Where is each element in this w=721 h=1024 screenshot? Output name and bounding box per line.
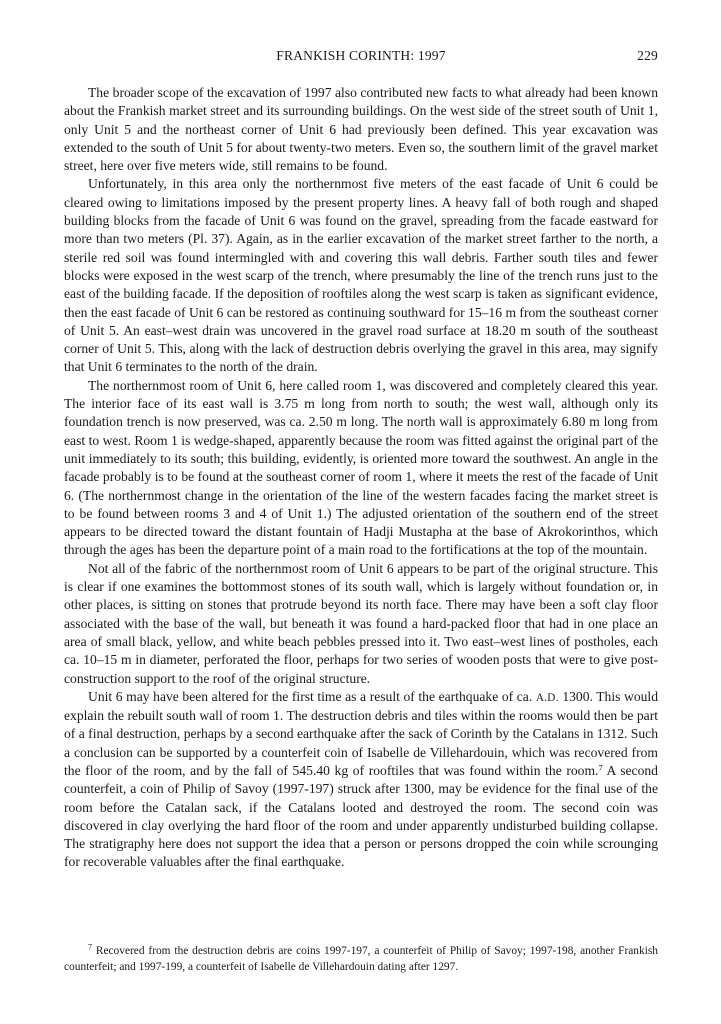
body-text (64, 84, 658, 872)
era-abbreviation: A.D. (535, 691, 559, 704)
paragraph: Unfortunately, in this area only the northernmost five meters of the east facade of Unit 6 could be cleared owing to limitations imposed by the present property lines. A heavy fall of both rough and shaped building blocks from the facade of Unit 6 was found on the gravel, spreading from the facade eastward for more than two meters (Pl. 37). Again, as in the earlier excavation of the market street farther to the north, a sterile red soil was found intermingled with and covering this wall debris. Farther south tiles and fewer blocks were exposed in the west scarp of the trench, where presumably the line of the trench runs just to the east of the building facade. If the deposition of rooftiles along the west scarp is taken as significant evidence, then the east facade of Unit 6 can be restored as continuing southward for 15–16 m from the southeast corner of Unit 5. An east–west drain was uncovered in the gravel road surface at 18.20 m south of the southeast corner of Unit 5. This, along with the lack of destruction debris overlying the gravel in this area, may signify that Unit 6 terminates to the north of the drain. (64, 176, 658, 375)
footnote-body: Recovered from the destruction debris are coins 1997-197, a counterfeit of Philip of Savoy; 1997-198, another Frankish counterfeit; and 1997-199, a counterfeit of Isabelle de Villehardouin dating after 1297. (64, 945, 658, 973)
paragraph-text: Unit 6 may have been altered for the first time as a result of the earthquake of ca. (88, 688, 533, 704)
paragraph: Not all of the fabric of the northernmost room of Unit 6 appears to be part of the original structure. This is clear if one examines the bottommost stones of its south wall, which is largely without foundation or, in other places, is sitting on stones that protrude beyond its north face. There may have been a soft clay floor associated with the base of the wall, but beneath it was found a hard-packed floor that had in one place an area of small black, yellow, and white beach pebbles pressed into it. Two east–west lines of postholes, each ca. 10–15 m in diameter, perforated the floor, perhaps for two series of wooden posts that were to give post-construction support to the roof of the original structure. (64, 560, 658, 686)
paragraph-last (64, 688, 658, 872)
paragraph: The broader scope of the excavation of 1997 also contributed new facts to what already had been known about the Frankish market street and its surrounding buildings. On the west side of the street south of Unit 1, only Unit 5 and the northeast corner of Unit 6 had previously been defined. This year excavation was extended to the south of Unit 5 for about twenty-two meters. Even so, the southern limit of the gravel market street, here over five meters wide, still remains to be found. (64, 85, 658, 174)
footnote (64, 944, 658, 975)
running-head (64, 48, 658, 68)
page-number: 229 (637, 48, 658, 63)
footnote-number: 7 (88, 942, 92, 952)
running-title: FRANKISH CORINTH: 1997 (276, 48, 446, 63)
paragraph-text: A second counterfeit, a coin of Philip of Savoy (1997-197) struck after 1300, may be evidence for the final use of the room before the Catalan sack, if the Catalans looted and destroyed the room. The second coin was discovered in clay overlying the hard floor of the room and under apparently undisturbed building collapse. The stratigraphy here does not support the idea that a person or persons dropped the coin while scrounging for recoverable valuables after the final earthquake. (64, 762, 658, 870)
footnote-reference[interactable]: 7 (598, 762, 603, 773)
paragraph-text: 1300. This would explain the rebuilt south wall of room 1. The destruction debris and tiles within the rooms would then be part of a final destruction, perhaps by a second earthquake after the sack of Corinth by the Catalans in 1312. Such a conclusion can be supported by a counterfeit coin of Isabelle de Villehardouin, which was recovered from the floor of the room, and by the fall of 545.40 kg of rooftiles that was found within the room. (64, 688, 658, 778)
paragraph: The northernmost room of Unit 6, here called room 1, was discovered and completely cleared this year. The interior face of its east wall is 3.75 m long from north to south; the west wall, although only its foundation trench is now preserved, was ca. 2.50 m long. The north wall is approximately 6.80 m long from east to west. Room 1 is wedge-shaped, apparently because the room was fitted against the original part of the unit immediately to its south; this building, evidently, is oriented more toward the southwest. An angle in the facade probably is to be found at the southeast corner of room 1, where it meets the rest of the facade of Unit 6. (The northernmost change in the orientation of the line of the western facades facing the market street is to be found between rooms 3 and 4 of Unit 1.) The adjusted orientation of the southern end of the street appears to be directed toward the distant fountain of Hadji Mustapha at the base of Akrokorinthos, which through the ages has been the departure point of a main road to the fortifications at the top of the mountain. (64, 377, 658, 558)
footnote-text (64, 944, 658, 975)
